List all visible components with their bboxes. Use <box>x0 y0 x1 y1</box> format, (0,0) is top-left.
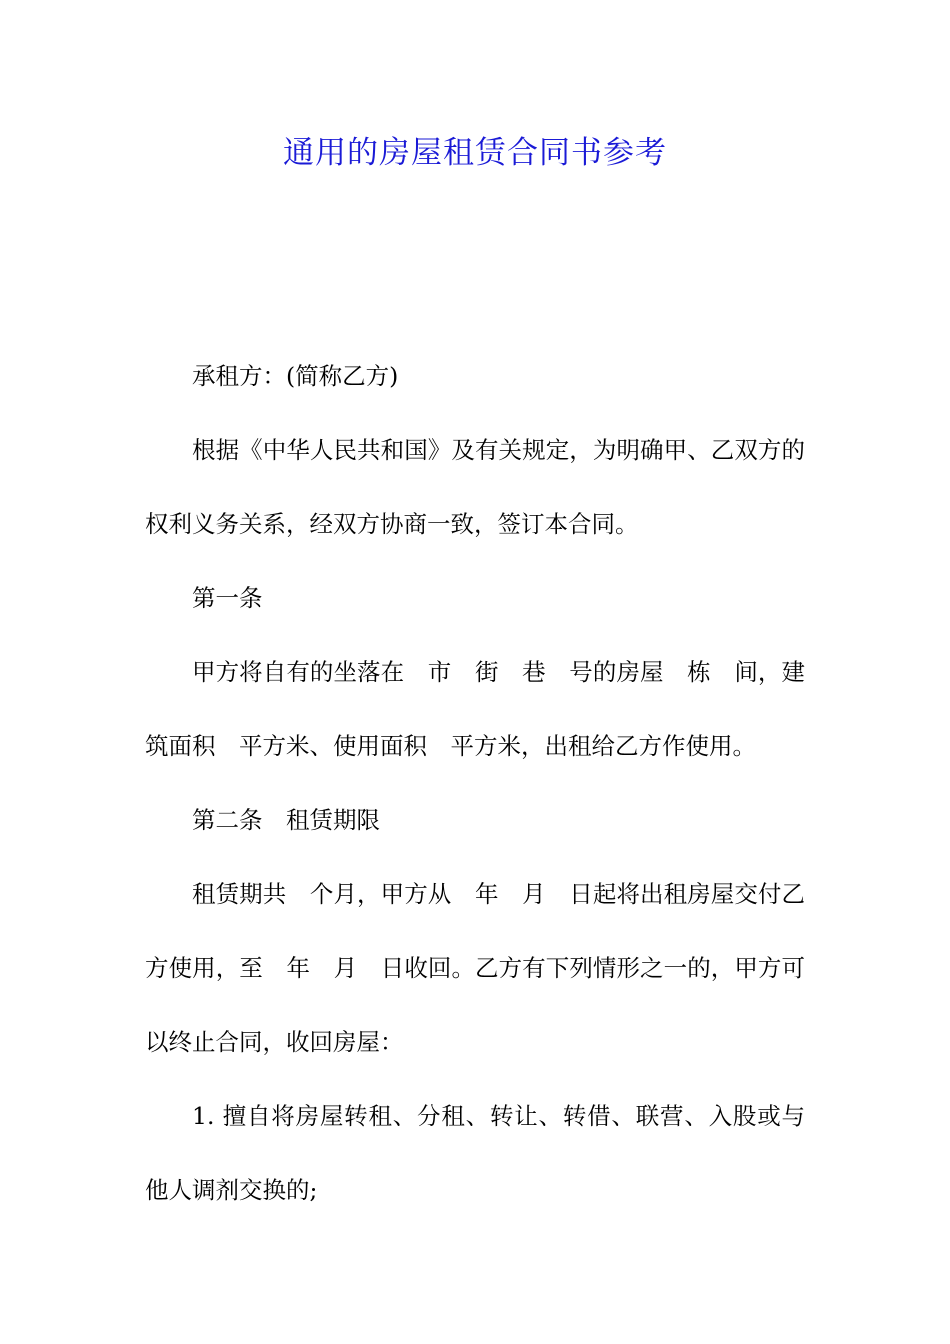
article-1-heading: 第一条 <box>192 584 263 612</box>
article-2-text: 租赁期共 个月，甲方从 年 月 日起将出租房屋交付乙方使用，至 年 月 日收回。乙方有下列情形之一的，甲方可以终止合同，收回房屋： <box>145 880 805 1056</box>
article-2-item-1: 1. 擅自将房屋转租、分租、转让、转借、联营、入股或与他人调剂交换的; <box>145 1102 805 1204</box>
article-1-text: 甲方将自有的坐落在 市 街 巷 号的房屋 栋 间，建筑面积 平方米、使用面积 平方米，出租给乙方作使用。 <box>145 658 805 760</box>
paragraph-preamble: 根据《中华人民共和国》及有关规定，为明确甲、乙双方的权利义务关系，经双方协商一致，签订本合同。 <box>145 436 805 538</box>
paragraph-lessee: 承租方：(简称乙方) <box>192 362 399 390</box>
document-body <box>145 339 805 1227</box>
article-2-heading: 第二条 租赁期限 <box>192 806 380 834</box>
document-title: 通用的房屋租赁合同书参考 <box>283 135 667 171</box>
